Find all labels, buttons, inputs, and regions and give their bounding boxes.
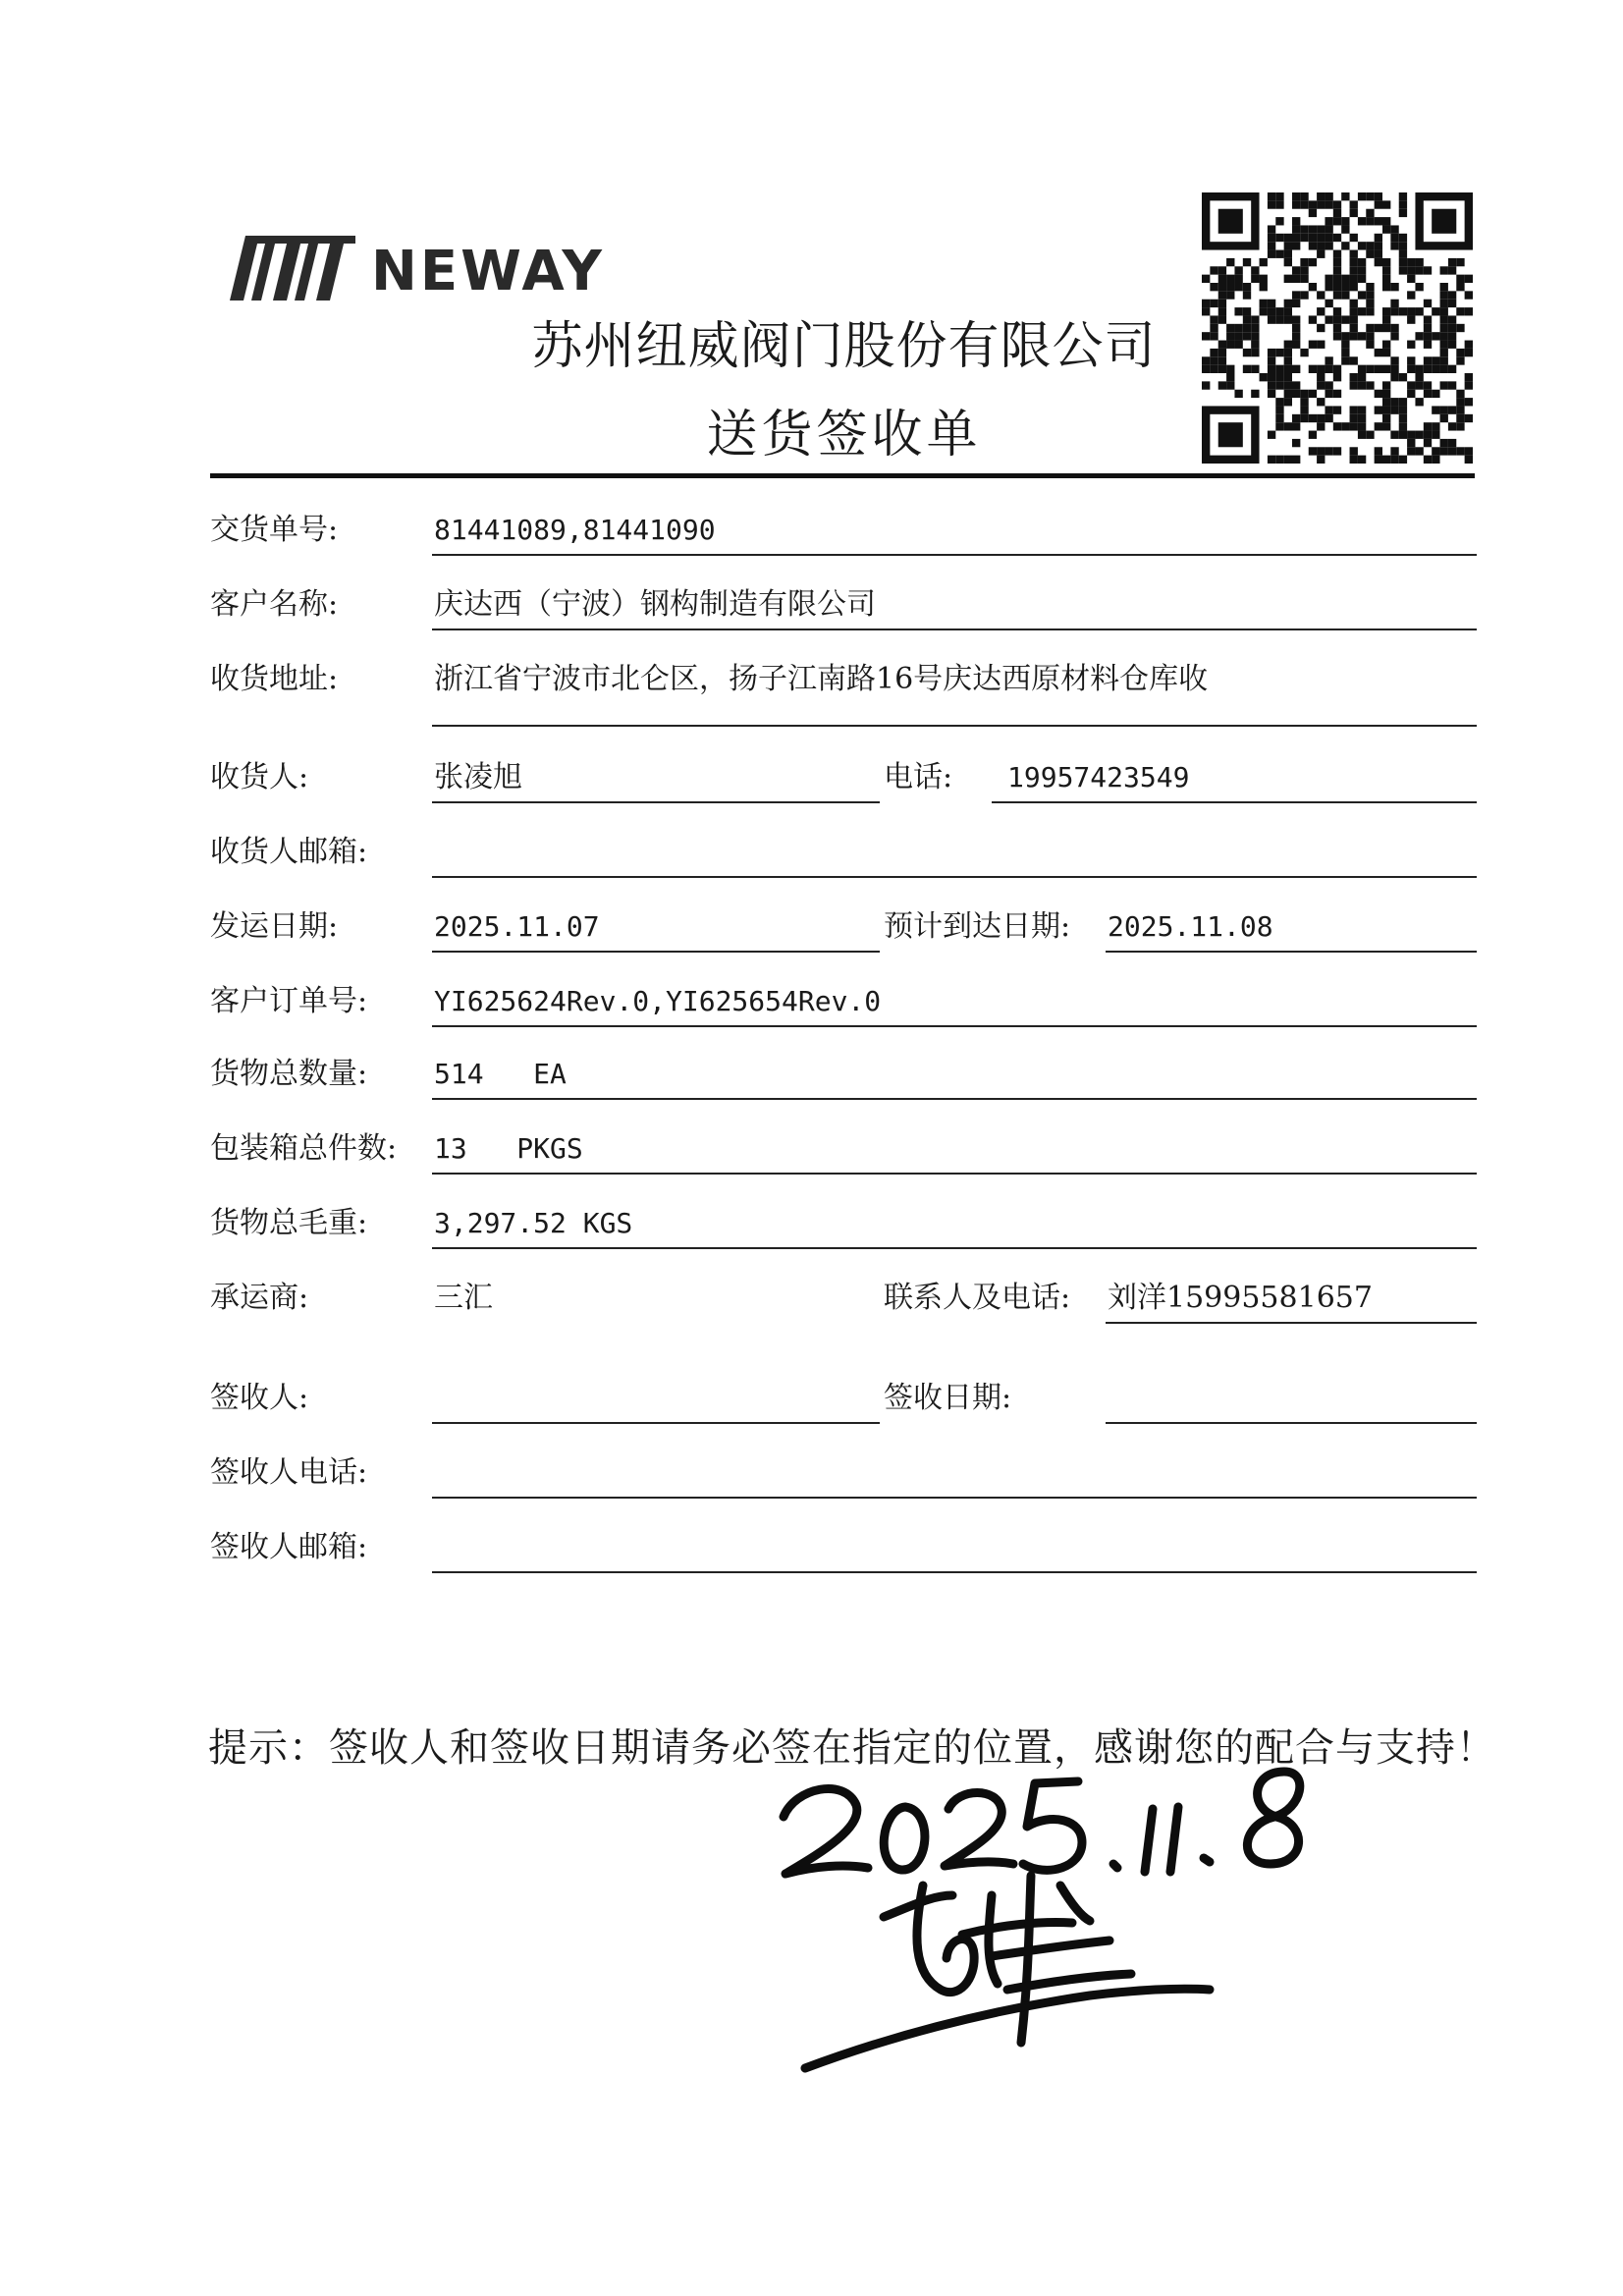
eta-label: 预计到达日期: bbox=[884, 909, 1071, 944]
address-field[interactable]: 浙江省宁波市北仑区，扬子江南路16号庆达西原材料仓库收 bbox=[434, 662, 1209, 696]
row-signer bbox=[210, 1367, 1477, 1426]
customer-name-label: 客户名称: bbox=[210, 587, 339, 622]
ship-date-label: 发运日期: bbox=[210, 909, 339, 944]
document-title: 送货签收单 bbox=[706, 406, 982, 465]
sign-date-field[interactable] bbox=[1106, 1373, 1477, 1424]
contact-label: 联系人及电话: bbox=[884, 1281, 1071, 1315]
phone-field[interactable]: 19957423549 bbox=[992, 752, 1477, 803]
delivery-no-field[interactable]: 81441089,81441090 bbox=[432, 505, 1477, 556]
row-ship-date bbox=[210, 896, 1477, 955]
header-divider bbox=[210, 473, 1475, 478]
row-address bbox=[210, 648, 1477, 707]
brand-name: NEWAY bbox=[371, 239, 605, 303]
signer-phone-label: 签收人电话: bbox=[210, 1455, 368, 1490]
row-consignee bbox=[210, 746, 1477, 805]
row-delivery-no bbox=[210, 499, 1477, 558]
neway-logo bbox=[216, 228, 605, 306]
row-consignee-email bbox=[210, 821, 1477, 880]
signer-phone-field[interactable] bbox=[432, 1448, 1477, 1499]
phone-label: 电话: bbox=[884, 760, 953, 794]
row-total-qty bbox=[210, 1043, 1477, 1102]
row-gross-weight bbox=[210, 1192, 1477, 1251]
eta-field[interactable]: 2025.11.08 bbox=[1106, 902, 1477, 953]
total-qty-field[interactable]: 514 EA bbox=[432, 1049, 1477, 1100]
consignee-email-field[interactable] bbox=[432, 827, 1477, 878]
notice-text: 提示：签收人和签收日期请务必签在指定的位置，感谢您的配合与支持！ bbox=[208, 1725, 1496, 1771]
handwritten-signature bbox=[766, 1748, 1404, 2102]
signer-label: 签收人: bbox=[210, 1381, 309, 1415]
row-signer-email bbox=[210, 1516, 1477, 1575]
delivery-no-label: 交货单号: bbox=[210, 513, 339, 547]
row-signer-phone bbox=[210, 1442, 1477, 1501]
total-qty-label: 货物总数量: bbox=[210, 1057, 368, 1091]
signer-field[interactable] bbox=[432, 1373, 880, 1424]
gross-weight-label: 货物总毛重: bbox=[210, 1206, 368, 1240]
gross-weight-field[interactable]: 3,297.52 KGS bbox=[432, 1198, 1477, 1249]
ship-date-field[interactable]: 2025.11.07 bbox=[432, 902, 880, 953]
consignee-field[interactable]: 张凌旭 bbox=[432, 752, 880, 803]
row-po-no bbox=[210, 970, 1477, 1029]
consignee-label: 收货人: bbox=[210, 760, 309, 794]
qr-code bbox=[1202, 192, 1473, 464]
total-pkgs-label: 包装箱总件数: bbox=[210, 1131, 398, 1166]
signer-email-field[interactable] bbox=[432, 1522, 1477, 1573]
row-carrier bbox=[210, 1267, 1477, 1326]
signer-email-label: 签收人邮箱: bbox=[210, 1530, 368, 1564]
po-no-field[interactable]: YI625624Rev.0,YI625654Rev.0 bbox=[432, 976, 1477, 1027]
consignee-email-label: 收货人邮箱: bbox=[210, 835, 368, 869]
po-no-label: 客户订单号: bbox=[210, 984, 368, 1018]
company-name: 苏州纽威阀门股份有限公司 bbox=[531, 317, 1157, 376]
neway-logo-mark-icon bbox=[216, 232, 361, 302]
carrier-label: 承运商: bbox=[210, 1281, 309, 1315]
customer-name-field[interactable]: 庆达西（宁波）钢构制造有限公司 bbox=[432, 579, 1477, 630]
contact-field[interactable]: 刘洋15995581657 bbox=[1106, 1273, 1477, 1324]
sign-date-label: 签收日期: bbox=[884, 1381, 1012, 1415]
carrier-field[interactable]: 三汇 bbox=[434, 1281, 493, 1315]
total-pkgs-field[interactable]: 13 PKGS bbox=[432, 1123, 1477, 1175]
row-total-pkgs bbox=[210, 1118, 1477, 1176]
row-customer-name bbox=[210, 574, 1477, 632]
address-underline bbox=[432, 725, 1477, 727]
address-label: 收货地址: bbox=[210, 662, 339, 696]
